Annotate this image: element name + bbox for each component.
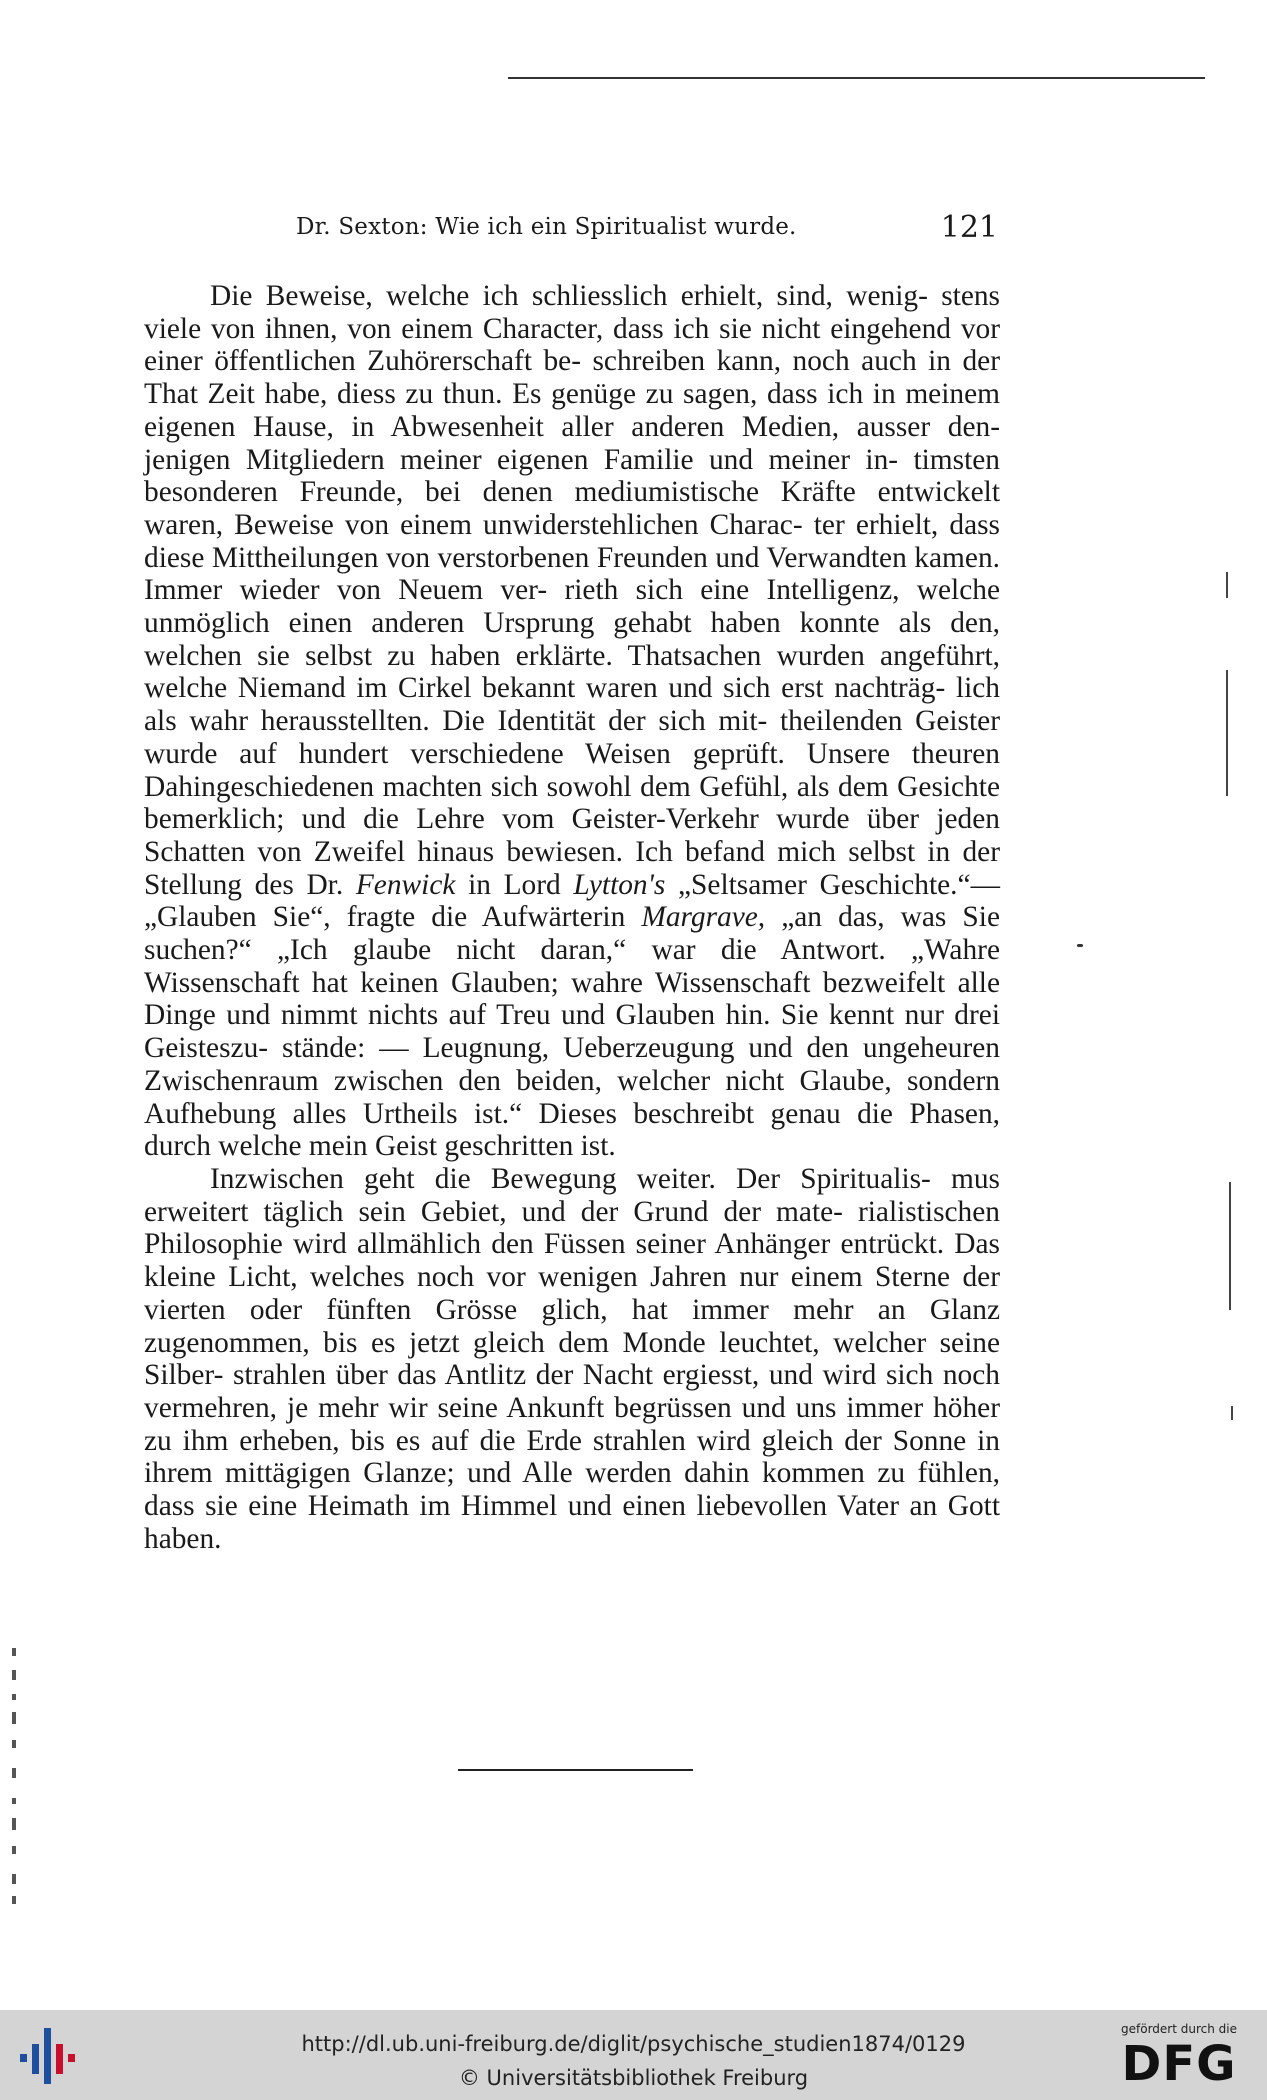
paragraph-1-text-a: Die Beweise, welche ich schliesslich erhielt, sind, wenig- stens viele von ihnen, von einem Character, dass ich sie nicht eingehend vor einer öffentlichen Zuhörerschaft be- schreiben kann, noch auch in der That Zeit habe, diess zu thun. Es genüge zu sagen, dass ich in meinem eigenen Hause, in Abwesenheit aller anderen Medien, ausser den- jenigen Mitgliedern meiner eigenen Familie und meiner in- timsten besonderen Freunde, bei denen mediumistische Kräfte entwickelt waren, Beweise von einem unwiderstehlichen Charac- ter erhielt, dass diese Mittheilungen von verstorbenen Freunden und Verwandten kamen. Immer wieder von Neuem ver- rieth sich eine Intelligenz, welche unmöglich einen anderen Ursprung gehabt haben konnte als den, welchen sie selbst zu haben erklärte. Thatsachen wurden angeführt, welche Niemand im Cirkel bekannt waren und sich erst nachträg- lich als wahr herausstellten. Die Identität der sich mit- theilenden Geister wurde auf hundert verschiedene Weisen geprüft. Unsere theuren Dahingeschiedenen machten sich sowohl dem Gefühl, als dem Gesichte bemerklich; und die Lehre vom Geister-Verkehr wurde über jeden Schatten von Zweifel hinaus bewiesen. Ich befand mich selbst in der Stellung des Dr.	[144, 280, 1000, 901]
footer-url[interactable]: http://dl.ub.uni-freiburg.de/diglit/psychische_studien1874/0129	[301, 2032, 966, 2056]
paragraph-1-text-b: in Lord	[468, 868, 561, 901]
paragraph-1-text-c: „Seltsamer Geschichte.“—„Glauben Sie“, fragte die Aufwärterin	[144, 868, 1000, 934]
scan-top-rule	[508, 77, 1205, 79]
dfg-tagline: gefördert durch die	[1121, 2022, 1237, 2036]
name-margrave: Margrave,	[641, 901, 766, 934]
article-body	[144, 280, 1000, 1555]
name-lytton: Lytton's	[573, 868, 666, 901]
binding-specks	[8, 1648, 26, 1908]
page-number: 121	[940, 210, 998, 245]
margin-mark	[1231, 1406, 1233, 1420]
name-fenwick: Fenwick	[355, 868, 456, 901]
margin-mark	[1226, 670, 1228, 796]
footer-bar	[0, 2010, 1267, 2100]
margin-mark	[1226, 572, 1228, 598]
page-header	[296, 210, 998, 254]
paragraph-2: Inzwischen geht die Bewegung weiter. Der Spiritualis- mus erweitert täglich sein Gebiet, und der Grund der mate- rialistischen Philosophie wird allmählich den Füssen seiner Anhänger entrückt. Das kleine Licht, welches noch vor wenigen Jahren nur einem Sterne der vierten oder fünften Grösse glich, hat immer mehr an Glanz zugenommen, bis es jetzt gleich dem Monde leuchtet, welcher seine Silber- strahlen über das Antlitz der Nacht ergiesst, und wird sich noch vermehren, je mehr wir seine Ankunft begrüssen und uns immer höher zu ihm erheben, bis es auf die Erde strahlen wird gleich der Sonne in ihrem mittägigen Glanze; und Alle werden dahin kommen zu fühlen, dass sie eine Heimath im Himmel und einen liebevollen Vater an Gott haben.	[144, 1162, 1000, 1555]
running-head: Dr. Sexton: Wie ich ein Spiritualist wurde.	[296, 214, 797, 240]
scan-speck	[1077, 944, 1083, 947]
dfg-logo	[1105, 2022, 1253, 2092]
footer-copyright: © Universitätsbibliothek Freiburg	[458, 2066, 809, 2090]
margin-mark	[1229, 1182, 1231, 1310]
paragraph-1	[144, 280, 1000, 1163]
dfg-logo-text: DFG	[1121, 2036, 1237, 2092]
paragraph-1-text-d: „an das, was Sie suchen?“ „Ich glaube nicht daran,“ war die Antwort. „Wahre Wissenschaft hat keinen Glauben; wahre Wissenschaft bezweifelt alle Dinge und nimmt nichts auf Treu und Glauben hin. Sie kennt nur drei Geisteszu- stände: — Leugnung, Ueberzeugung und den ungeheuren Zwischenraum zwischen den beiden, welcher nicht Glaube, sondern Aufhebung alles Urtheils ist.“ Dieses beschreibt genau die Phasen, durch welche mein Geist geschritten ist.	[144, 901, 1000, 1163]
end-rule	[458, 1769, 693, 1771]
